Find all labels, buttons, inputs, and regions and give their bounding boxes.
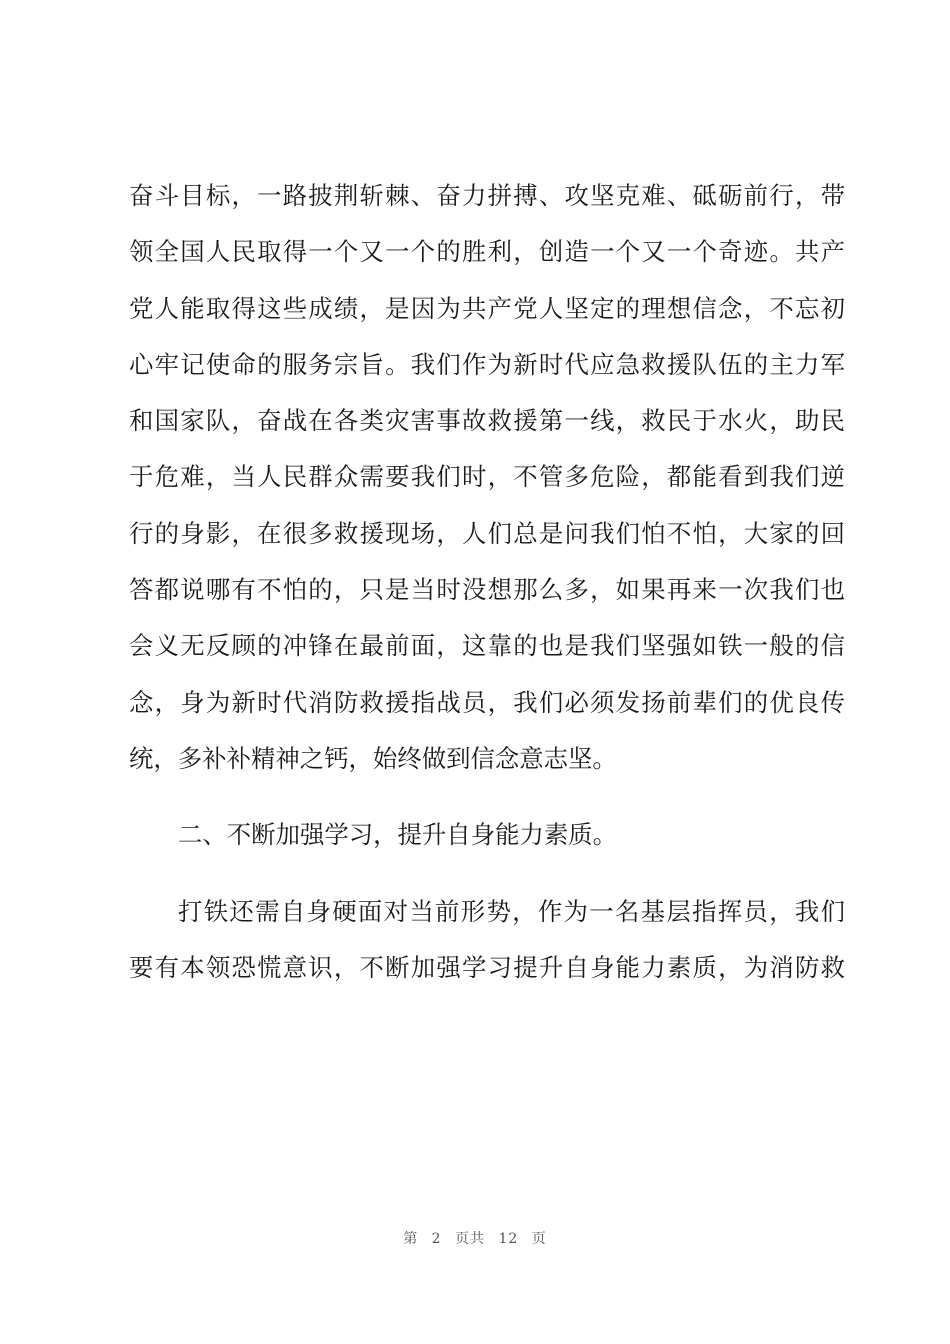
text-line: 会义无反顾的冲锋在最前面，这靠的也是我们坚强如铁一般的信 xyxy=(129,631,845,661)
text-line: 答都说哪有不怕的，只是当时没想那么多，如果再来一次我们也 xyxy=(129,575,845,605)
text-line: 行的身影，在很多救援现场，人们总是问我们怕不怕，大家的回 xyxy=(129,518,845,548)
footer-page-number: 2 xyxy=(431,1231,442,1247)
page-footer xyxy=(0,1228,950,1248)
text-line: 奋斗目标，一路披荆斩棘、奋力拼搏、攻坚克难、砥砺前行，带 xyxy=(129,181,845,210)
footer-suffix: 页 xyxy=(531,1231,547,1247)
section-heading: 二、不断加强学习，提升自身能力素质。 xyxy=(178,820,618,850)
text-line: 于危难，当人民群众需要我们时，不管多危险，都能看到我们逆 xyxy=(129,462,845,492)
text-line: 念，身为新时代消防救援指战员，我们必须发扬前辈们的优良传 xyxy=(129,687,845,717)
text-line: 要有本领恐慌意识，不断加强学习提升自身能力素质，为消防救 xyxy=(129,952,845,982)
document-body xyxy=(129,168,845,996)
text-line: 打铁还需自身硬面对当前形势，作为一名基层指挥员，我们 xyxy=(178,896,845,926)
text-line: 领全国人民取得一个又一个的胜利，创造一个又一个奇迹。共产 xyxy=(129,237,845,267)
footer-middle: 页共 xyxy=(455,1231,486,1247)
footer-total-pages: 12 xyxy=(498,1231,519,1247)
paragraph-1 xyxy=(129,168,845,787)
text-line: 统，多补补精神之钙，始终做到信念意志坚。 xyxy=(129,743,617,773)
text-line: 党人能取得这些成绩，是因为共产党人坚定的理想信念，不忘初 xyxy=(129,293,845,323)
text-line: 和国家队，奋战在各类灾害事故救援第一线，救民于水火，助民 xyxy=(129,406,845,436)
footer-prefix: 第 xyxy=(403,1231,419,1247)
paragraph-2 xyxy=(129,884,845,997)
text-line: 心牢记使命的服务宗旨。我们作为新时代应急救援队伍的主力军 xyxy=(129,349,845,379)
